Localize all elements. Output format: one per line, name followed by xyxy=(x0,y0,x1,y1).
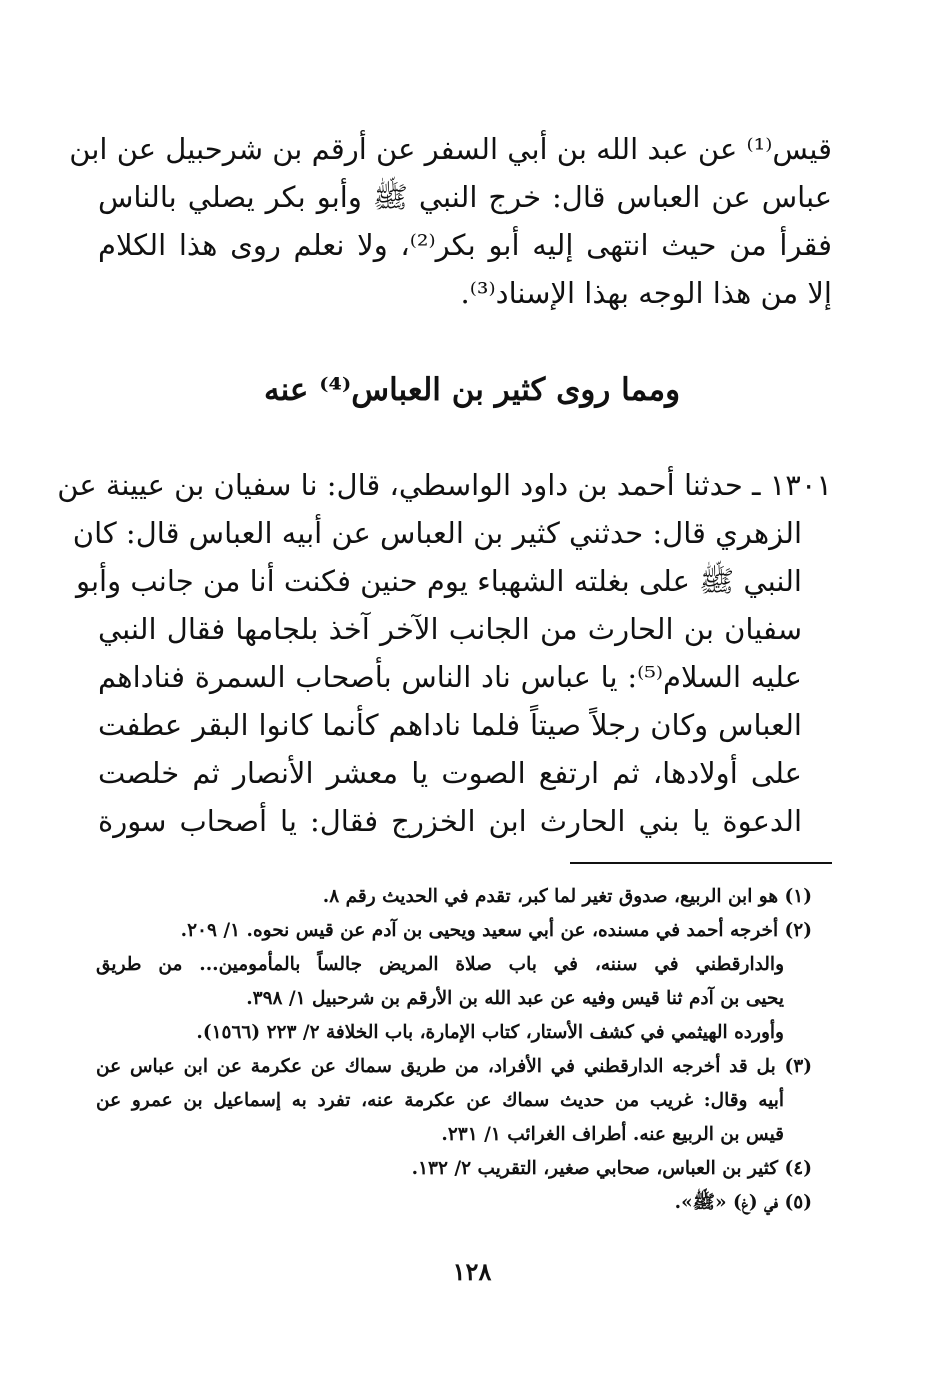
text-line: النبي ﷺ على بغلته الشهباء يوم حنين فكنت أنا من جانب وأبو xyxy=(75,564,802,598)
text-line: عباس عن العباس قال: خرج النبي ﷺ وأبو بكر يصلي بالناس xyxy=(98,180,832,214)
text-line: إلا من هذا الوجه بهذا الإسناد⁽³⁾. xyxy=(460,276,832,310)
footnote-divider xyxy=(570,862,832,864)
footnote-2-continuation: وأورده الهيثمي في كشف الأستار، كتاب الإمارة، باب الخلافة ٢/ ٢٢٣ (١٥٦٦). xyxy=(196,1022,784,1043)
footnote-2-continuation: والدارقطني في سننه، في باب صلاة المريض جالساً بالمأمومين... من طريق xyxy=(96,954,784,975)
text-line: على أولادها، ثم ارتفع الصوت يا معشر الأنصار ثم خلصت xyxy=(98,756,802,790)
footnote-3-continuation: قيس بن الربيع عنه. أطراف الغرائب ١/ ٢٣١. xyxy=(441,1124,784,1145)
text-line: فقرأ من حيث انتهى إليه أبو بكر⁽²⁾، ولا نعلم روى هذا الكلام xyxy=(98,228,832,262)
footnote-4: (٤) كثير بن العباس، صحابي صغير، التقريب ٢/ ١٣٢. xyxy=(411,1158,812,1179)
top-paragraph xyxy=(69,125,832,317)
text-line: قيس⁽¹⁾ عن عبد الله بن أبي السفر عن أرقم بن شرحبيل عن ابن xyxy=(69,132,832,166)
hadith-first-line: ١٣٠١ ـ حدثنا أحمد بن داود الواسطي، قال: نا سفيان بن عيينة عن xyxy=(57,468,832,502)
hadith-paragraph xyxy=(57,461,832,845)
footnotes xyxy=(96,880,812,1220)
footnote-5: (٥) في (غ) «ﷺ». xyxy=(674,1192,812,1213)
footnote-1: (١) هو ابن الربيع، صدوق تغير لما كبر، تقدم في الحديث رقم ٨. xyxy=(322,886,812,907)
text-line: العباس وكان رجلاً صيتاً فلما ناداهم كأنما كانوا البقر عطفت xyxy=(98,708,802,742)
footnote-3: (٣) بل قد أخرجه الدارقطني في الأفراد، من طريق سماك عن عكرمة عن ابن عباس عن xyxy=(96,1056,812,1077)
page-number: ١٢٨ xyxy=(452,1257,492,1286)
footnote-2-continuation: يحيى بن آدم ثنا قيس وفيه عن عبد الله بن الأرقم بن شرحبيل ١/ ٣٩٨. xyxy=(246,988,784,1009)
text-line: الدعوة يا بني الحارث ابن الخزرج فقال: يا أصحاب سورة xyxy=(98,804,802,838)
section-heading: ومما روى كثير بن العباس⁽⁴⁾ عنه xyxy=(263,372,681,408)
text-line: سفيان بن الحارث من الجانب الآخر آخذ بلجامها فقال النبي xyxy=(98,612,802,646)
text-line: عليه السلام⁽⁵⁾: يا عباس ناد الناس بأصحاب السمرة فناداهم xyxy=(98,660,802,694)
text-line: الزهري قال: حدثني كثير بن العباس عن أبيه العباس قال: كان xyxy=(72,516,802,550)
footnote-2: (٢) أخرجه أحمد في مسنده، عن أبي سعيد ويحيى بن آدم عن قيس نحوه. ١/ ٢٠٩. xyxy=(180,920,812,941)
footnote-3-continuation: أبيه وقال: غريب من حديث سماك عن عكرمة عنه، تفرد به إسماعيل بن عمرو عن xyxy=(96,1090,784,1111)
